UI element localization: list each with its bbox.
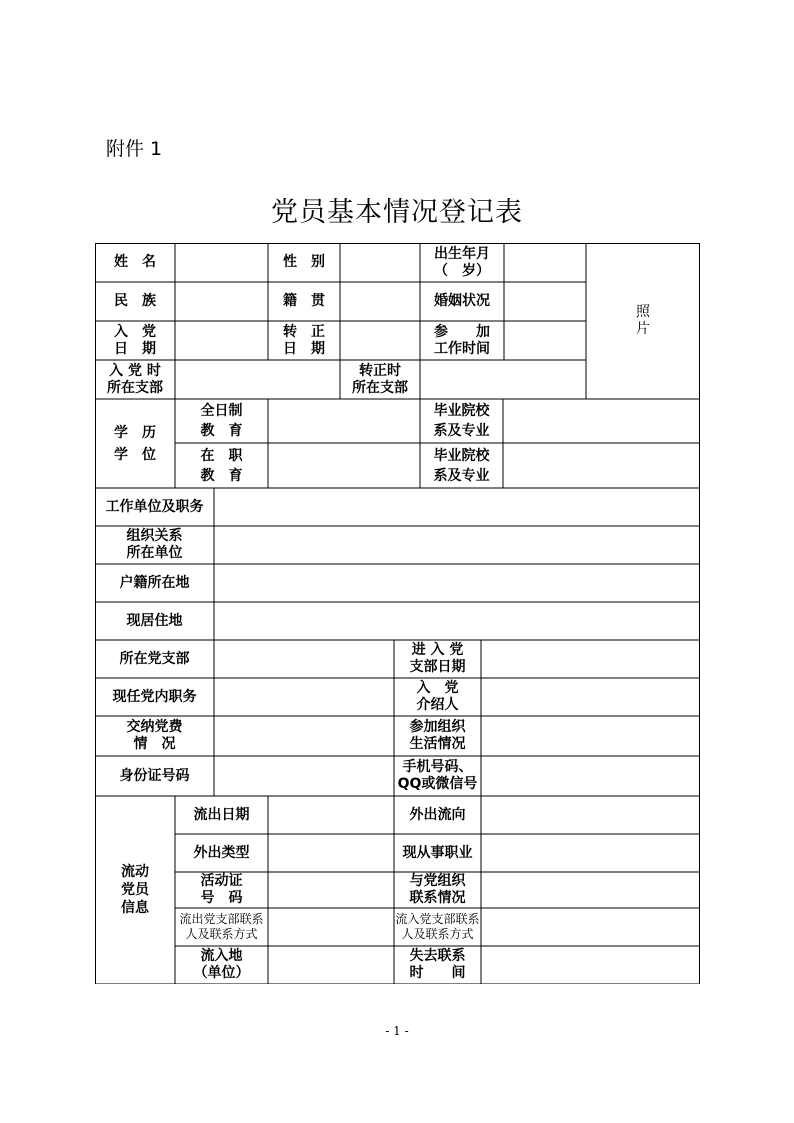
- label-outflow-date: 流出日期: [193, 806, 250, 823]
- label-introducer: 入 党 介绍人: [416, 680, 459, 713]
- label-birth: 出生年月 （ 岁）: [434, 245, 490, 279]
- label-id-number: 身份证号码: [119, 767, 190, 784]
- label-work-start: 参 加 工作时间: [434, 323, 490, 357]
- label-branch-contact: 与党组织 联系情况: [409, 873, 466, 906]
- label-native-place: 籍 贯: [283, 293, 325, 309]
- label-regular-date: 转 正 日 期: [283, 323, 325, 357]
- label-name: 姓 名: [114, 254, 156, 270]
- label-school-major-1: 毕业院校 系及专业: [433, 403, 490, 439]
- label-fulltime-edu: 全日制 教 育: [200, 403, 243, 439]
- label-household: 户籍所在地: [119, 574, 190, 591]
- label-current-job: 现从事职业: [402, 844, 473, 861]
- label-outflow-direction: 外出流向: [409, 806, 466, 823]
- label-org-life: 参加组织 生活情况: [409, 719, 466, 752]
- label-outflow-contact: 流出党支部联系 人及联系方式: [179, 912, 264, 941]
- label-contact: 手机号码、 QQ或微信号: [397, 759, 478, 792]
- attachment-label: 附件 1: [106, 138, 163, 160]
- page-title: 党员基本情况登记表: [271, 197, 523, 228]
- photo-area: 照 片: [636, 304, 650, 337]
- label-party-branch: 所在党支部: [119, 650, 190, 667]
- label-inflow-place: 流入地 （单位）: [193, 948, 250, 981]
- label-floating: 流动 党员 信息: [121, 864, 149, 916]
- label-inflow-contact: 流入党支部联系 人及联系方式: [395, 912, 480, 941]
- label-gender: 性 别: [283, 254, 325, 270]
- label-lost-contact: 失去联系 时 间: [409, 948, 466, 981]
- label-marital: 婚姻状况: [434, 293, 490, 309]
- label-dues: 交纳党费 情 况: [126, 719, 183, 752]
- registration-form: [95, 243, 700, 984]
- label-workplace: 工作单位及职务: [105, 498, 204, 515]
- page-number: - 1 -: [385, 1024, 409, 1038]
- label-join-branch: 入 党 时 所在支部: [107, 362, 163, 396]
- label-education: 学 历 学 位: [114, 424, 156, 463]
- label-activity-cert: 活动证 号 码: [200, 873, 243, 906]
- label-ethnicity: 民 族: [114, 293, 156, 309]
- label-join-date: 入 党 日 期: [114, 323, 156, 357]
- label-school-major-2: 毕业院校 系及专业: [433, 447, 490, 484]
- label-residence: 现居住地: [126, 612, 183, 629]
- label-regular-branch: 转正时 所在支部: [352, 362, 408, 396]
- label-outflow-type: 外出类型: [193, 844, 250, 861]
- label-inservice-edu: 在 职 教 育: [200, 447, 243, 484]
- label-party-position: 现任党内职务: [112, 688, 197, 705]
- label-branch-entry: 进 入 党 支部日期: [409, 642, 466, 675]
- label-org-unit: 组织关系 所在单位: [126, 528, 183, 561]
